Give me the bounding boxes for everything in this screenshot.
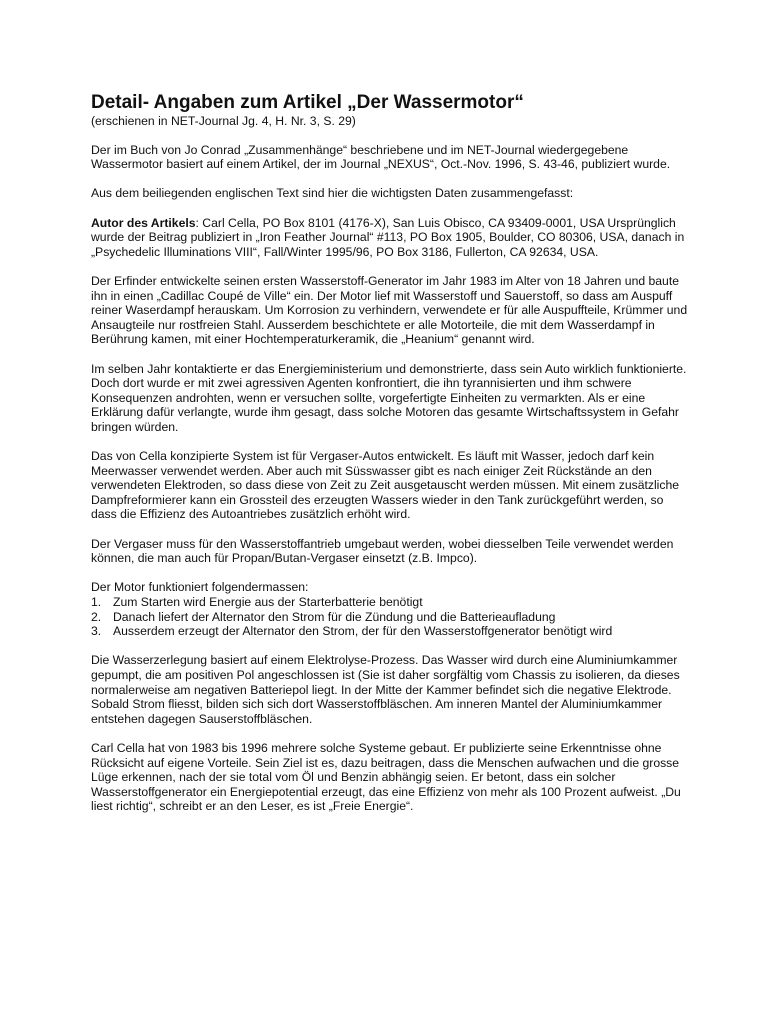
list-item <box>91 624 691 639</box>
paragraph: Der im Buch von Jo Conrad „Zusammenhänge“ beschriebene und im NET-Journal wiedergegebene Wassermotor basiert auf einem Artikel, der im Journal „NEXUS“, Oct.-Nov. 1996, S. 43-46, publiziert wurde. <box>91 142 671 172</box>
paragraph: Der Vergaser muss für den Wasserstoffantrieb umgebaut werden, wobei diesselben Teile verwendet werden können, die man auch für Propan/Butan-Vergaser einsetzt (z.B. Impco). <box>91 536 674 566</box>
paragraph: Das von Cella konzipierte System ist für Vergaser-Autos entwickelt. Es läuft mit Wasser, jedoch darf kein Meerwasser verwendet werden. Aber auch mit Süsswasser gibt es nach einiger Zeit Rückstände an den verwendeten Elektroden, so dass diese von Zeit zu Zeit ausgetauscht werden müssen. Mit einem zusätzliche Dampfreformierer kann ein Grossteil des erzeugten Wassers wieder in den Tank zurückgeführt werden, so dass die Effizienz des Autoantriebes zusätzlich erhöht wird. <box>91 449 680 522</box>
author-label: Autor des Artikels <box>91 215 196 230</box>
list-number: 2. <box>91 609 102 624</box>
paragraph: Aus dem beiliegenden englischen Text sind hier die wichtigsten Daten zusammengefasst: <box>91 186 574 201</box>
numbered-list <box>91 595 691 639</box>
document-page <box>91 92 691 829</box>
list-item <box>91 610 691 625</box>
paragraph: Die Wasserzerlegung basiert auf einem Elektrolyse-Prozess. Das Wasser wird durch eine Aluminiumkammer gepumpt, die am positiven Pol angeschlossen ist (Sie ist daher sorgfältig vom Chassis zu isolieren, da dieses normalerweise am negativen Batteriepol liegt. In der Mitte der Kammer befindet sich die negative Elektrode. Sobald Strom fliesst, bilden sich sich dort Wasserstoffbläschen. Am inneren Mantel der Aluminiumkammer entstehen dagegen Sauserstoffbläschen. <box>91 653 680 726</box>
list-text: Danach liefert der Alternator den Strom für die Zündung und die Batterieaufladung <box>113 609 556 624</box>
document-subtitle: (erschienen in NET-Journal Jg. 4, H. Nr. 3, S. 29) <box>91 114 356 128</box>
list-number: 1. <box>91 595 102 609</box>
author-text: : Carl Cella, PO Box 8101 (4176-X), San Luis Obisco, CA 93409-0001, USA Ursprünglich wurde der Beitrag publiziert in „Iron Feather Journal“ #113, PO Box 1905, Boulder, CO 80306, USA, danach in „Psychedelic Illuminations VIII“, Fall/Winter 1995/96, PO Box 3186, Fullerton, CA 92634, USA. <box>91 215 685 259</box>
list-text: Zum Starten wird Energie aus der Starterbatterie benötigt <box>113 595 423 609</box>
list-intro: Der Motor funktioniert folgendermassen: <box>91 580 309 595</box>
paragraph: Carl Cella hat von 1983 bis 1996 mehrere solche Systeme gebaut. Er publizierte seine Erkenntnisse ohne Rücksicht auf eigene Vorteile. Sein Ziel ist es, dazu beitragen, dass die Menschen aufwachen und die grosse Lüge erkennen, nach der sie total vom Öl und Benzin abhängig seien. Er betont, dass ein solcher Wasserstoffgenerator ein Energiepotential erzeugt, das eine Effizienz von mehr als 100 Prozent aufweist. „Du liest richtig“, schreibt er an den Leser, es ist „Freie Energie“. <box>91 740 681 814</box>
paragraph: Der Erfinder entwickelte seinen ersten Wasserstoff-Generator im Jahr 1983 im Alter von 18 Jahren und baute ihn in einen „Cadillac Coupé de Ville“ ein. Der Motor lief mit Wasserstoff und Sauerstoff, so dass am Auspuff reiner Waserdampf herauskam. Um Korrosion zu verhindern, verwendete er für alle Auspuffteile, Krümmer und Ansaugteile nur rostfreien Stahl. Ausserdem beschichtete er alle Motorteile, die mit dem Wasserdampf in Berührung kamen, mit einer Hochtemperaturkeramik, die „Heanium“ genannt wird. <box>91 273 688 347</box>
author-paragraph <box>91 216 691 260</box>
list-text: Ausserdem erzeugt der Alternator den Strom, der für den Wasserstoffgenerator benötigt wird <box>113 624 613 639</box>
list-number: 3. <box>91 624 102 639</box>
document-title: Detail- Angaben zum Artikel „Der Wassermotor“ <box>91 92 524 113</box>
list-item <box>91 595 691 610</box>
paragraph: Im selben Jahr kontaktierte er das Energieministerium und demonstrierte, dass sein Auto wirklich funktionierte. Doch dort wurde er mit zwei agressiven Agenten konfrontiert, die ihn tyrannisierten und ihm schwere Konsequenzen androhten, wenn er versuchen sollte, vorgefertigte Einheiten zu vermarkten. Als er eine Erklärung dafür verlangte, wurde ihm gesagt, dass solche Motoren das gesamte Wirtschaftssystem in Gefahr bringen würden. <box>91 361 687 434</box>
